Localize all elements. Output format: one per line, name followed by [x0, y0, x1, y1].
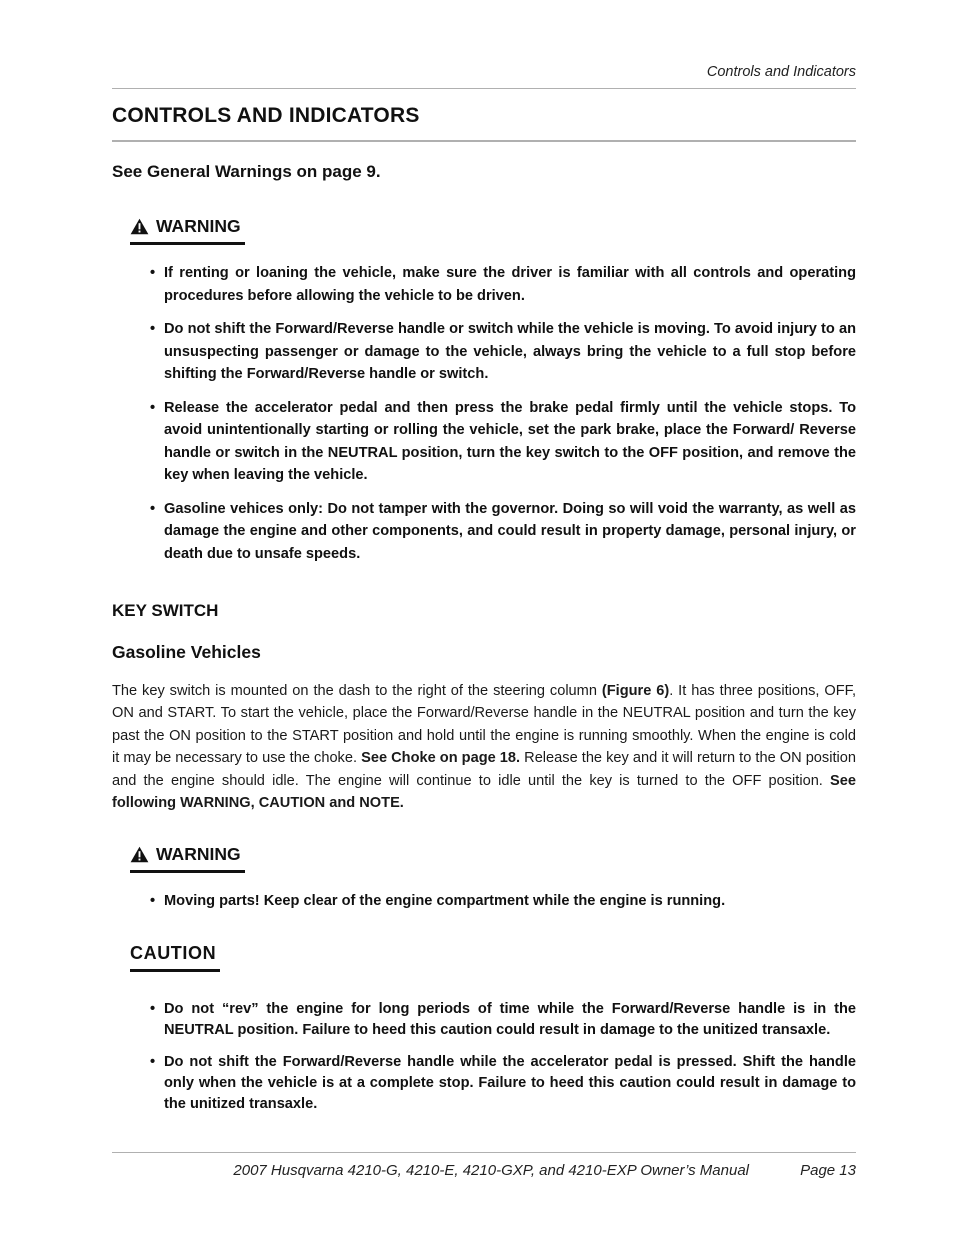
warning-label-text: WARNING [156, 216, 241, 236]
title-rule [112, 140, 856, 142]
running-header: Controls and Indicators [706, 64, 856, 80]
page-title: CONTROLS AND INDICATORS [112, 104, 420, 127]
paragraph-text: The key switch is mounted on the dash to the right of the steering column [112, 683, 602, 699]
warning-list-2 [150, 890, 856, 924]
figure-reference: (Figure 6) [601, 683, 670, 699]
warning-label-2 [130, 844, 245, 873]
warning-triangle-icon [130, 218, 149, 235]
list-item: • Gasoline vehices only: Do not tamper with the governor. Doing so will void the warranty, as well as damage the engine and other components, and could result in property damage, personal injury, or death due to unsafe speeds. [150, 498, 856, 566]
list-item: • Do not shift the Forward/Reverse handle while the accelerator pedal is pressed. Shift the handle only when the vehicle is at a complete stop. Failure to heed this caution could result in damage to the unitized transaxle. [150, 1052, 856, 1115]
warning-triangle-icon [130, 846, 149, 863]
choke-reference: See Choke on page 18. [361, 750, 521, 767]
list-item: • Do not “rev” the engine for long periods of time while the Forward/Reverse handle is in the NEUTRAL position. Failure to heed this caution could result in damage to the unitized transaxle. [150, 999, 856, 1041]
list-item: • Release the accelerator pedal and then press the brake pedal firmly until the vehicle stops. To avoid unintentionally starting or rolling the vehicle, set the park brake, place the Forward/ Reverse handle or switch in the NEUTRAL position, turn the key switch to the OFF position, and remove the key when leaving the vehicle. [150, 397, 856, 487]
warning-label-1 [130, 216, 245, 245]
general-warnings-reference: See General Warnings on page 9. [112, 162, 381, 181]
footer-rule [112, 1152, 856, 1153]
list-item: • Do not shift the Forward/Reverse handle or switch while the vehicle is moving. To avoid injury to an unsuspecting passenger or damage to the vehicle, always bring the vehicle to a full stop before shifting the Forward/Reverse handle or switch. [150, 318, 856, 386]
caution-list [150, 999, 856, 1126]
footer-manual-title: 2007 Husqvarna 4210-G, 4210-E, 4210-GXP, and 4210-EXP Owner’s Manual [233, 1162, 749, 1179]
paragraph-text: . It has three positions, OFF, ON and START. To start the vehicle, place the Forward/Reverse handle in the NEUTRAL position and turn the key past the ON position to the START position and hold until the engine is running smoothly. When the engine is cold it may be necessary to use the choke. [112, 683, 856, 767]
warning-list-1 [150, 262, 856, 576]
list-item: • Moving parts! Keep clear of the engine compartment while the engine is running. [150, 890, 856, 913]
caution-label-text: CAUTION [130, 943, 217, 963]
warning-label-text: WARNING [156, 844, 241, 864]
paragraph-text: Release the key and it will return to the ON position and the engine should idle. The engine will continue to idle until the key is turned to the OFF position. [112, 750, 856, 789]
header-rule [112, 88, 856, 89]
list-item: • If renting or loaning the vehicle, make sure the driver is familiar with all controls and operating procedures before allowing the vehicle to be driven. [150, 262, 856, 307]
caution-label [130, 943, 220, 972]
subheading-gasoline-vehicles: Gasoline Vehicles [112, 642, 261, 662]
key-switch-paragraph [112, 680, 856, 814]
section-heading-key-switch: KEY SWITCH [112, 601, 219, 620]
footer-page-number: Page 13 [800, 1162, 856, 1179]
following-notes-reference: See following WARNING, CAUTION and NOTE. [112, 772, 856, 812]
